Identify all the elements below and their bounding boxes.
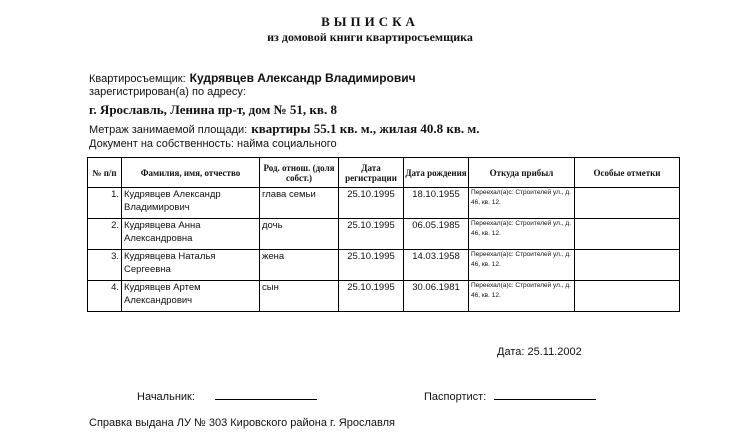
- resident-relation: дочь: [260, 219, 339, 250]
- row-number: 1.: [88, 188, 122, 219]
- arrived-from: Переехал(а)с: Строителей ул., д. 46, кв. 12.: [469, 188, 575, 219]
- registration-date: 25.10.1995: [339, 281, 404, 312]
- col-header-birth-date: Дата рождения: [404, 158, 469, 188]
- ownership-text: Документ на собственность: найма социального: [89, 138, 337, 150]
- registration-date: 25.10.1995: [339, 188, 404, 219]
- row-number: 4.: [88, 281, 122, 312]
- col-header-num: № п/п: [88, 158, 122, 188]
- address-value: г. Ярославль, Ленина пр-т, дом № 51, кв. 8: [89, 102, 337, 117]
- table-row: [88, 281, 680, 312]
- special-notes: [575, 281, 680, 312]
- row-number: 2.: [88, 219, 122, 250]
- tenant-line: [89, 69, 416, 87]
- registration-date: 25.10.1995: [339, 250, 404, 281]
- area-label: Метраж занимаемой площади:: [89, 124, 248, 136]
- registration-date: 25.10.1995: [339, 219, 404, 250]
- resident-name: Кудрявцева Наталья Сергеевна: [122, 250, 260, 281]
- issued-by-text: Справка выдана ЛУ № 303 Кировского района г. Ярославля: [89, 417, 395, 429]
- issue-date: Дата: 25.11.2002: [497, 346, 582, 358]
- residents-table: [87, 157, 680, 312]
- special-notes: [575, 219, 680, 250]
- registered-label: зарегистрирован(а) по адресу:: [89, 86, 246, 98]
- chief-signature-blank: [215, 389, 317, 400]
- tenant-label: Квартиросъемщик:: [89, 73, 186, 85]
- passport-officer-label: Паспортист:: [424, 391, 487, 403]
- resident-name: Кудрявцев Александр Владимирович: [122, 188, 260, 219]
- row-number: 3.: [88, 250, 122, 281]
- tenant-value: Кудрявцев Александр Владимирович: [189, 71, 416, 85]
- chief-signature-line: [137, 389, 317, 403]
- birth-date: 14.03.1958: [404, 250, 469, 281]
- resident-relation: жена: [260, 250, 339, 281]
- chief-label: Начальник:: [137, 391, 195, 403]
- birth-date: 18.10.1955: [404, 188, 469, 219]
- resident-name: Кудрявцев Артем Александрович: [122, 281, 260, 312]
- document-title: ВЫПИСКА: [321, 14, 419, 29]
- resident-relation: глава семьи: [260, 188, 339, 219]
- birth-date: 06.05.1985: [404, 219, 469, 250]
- area-value: квартиры 55.1 кв. м., жилая 40.8 кв. м.: [251, 121, 480, 136]
- arrived-from: Переехал(а)с: Строителей ул., д. 46, кв. 12.: [469, 219, 575, 250]
- table-row: [88, 219, 680, 250]
- table-row: [88, 250, 680, 281]
- col-header-from: Откуда прибыл: [469, 158, 575, 188]
- table-header-row: [88, 158, 680, 188]
- passport-signature-line: [424, 389, 596, 403]
- special-notes: [575, 250, 680, 281]
- arrived-from: Переехал(а)с: Строителей ул., д. 46, кв. 12.: [469, 250, 575, 281]
- col-header-notes: Особые отметки: [575, 158, 680, 188]
- resident-relation: сын: [260, 281, 339, 312]
- passport-signature-blank: [494, 389, 596, 400]
- col-header-name: Фамилия, имя, отчество: [122, 158, 260, 188]
- area-line: [89, 120, 480, 138]
- resident-name: Кудрявцева Анна Александровна: [122, 219, 260, 250]
- birth-date: 30.06.1981: [404, 281, 469, 312]
- special-notes: [575, 188, 680, 219]
- col-header-reg-date: Дата регистрации: [339, 158, 404, 188]
- col-header-relation: Род. отнош. (доля собст.): [260, 158, 339, 188]
- table-row: [88, 188, 680, 219]
- arrived-from: Переехал(а)с: Строителей ул., д. 46, кв. 12.: [469, 281, 575, 312]
- document-subtitle: из домовой книги квартиросъемщика: [267, 30, 473, 44]
